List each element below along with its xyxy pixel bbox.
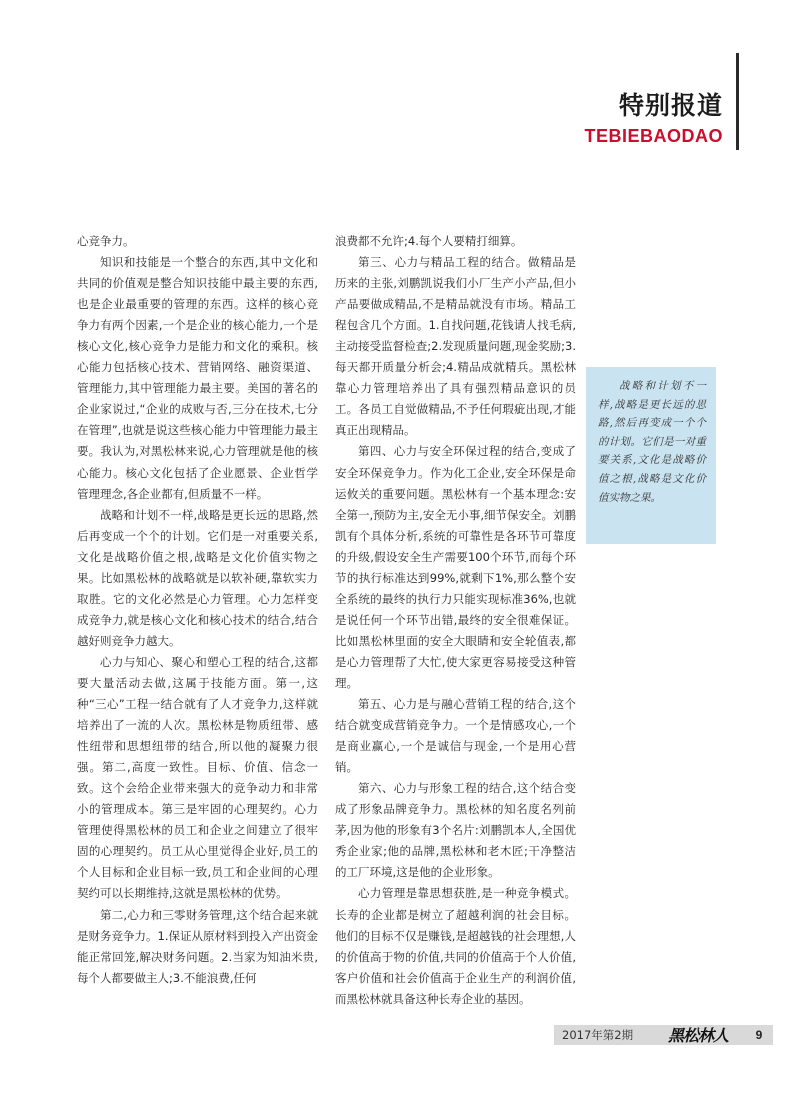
middle-column <box>335 231 576 1010</box>
paragraph: 第五、心力是与融心营销工程的结合,这个结合就变成营销竞争力。一个是情感攻心,一个是商业赢心,一个是诚信与现金,一个是用心营销。 <box>335 697 576 775</box>
section-subtitle: TEBIEBAODAO <box>584 126 723 146</box>
paragraph: 第四、心力与安全环保过程的结合,变成了安全环保竞争力。作为化工企业,安全环保是命运攸关的重要问题。黑松林有一个基本理念:安全第一,预防为主,安全无小事,细节保安全。刘鹏凯有个具体分析,系统的可靠性是各环节可靠度的升级,假设安全生产需要100个环节,而每个环节的执行标准达到99%,就剩下1%,那么整个安全系统的最终的执行力只能实现标准36%,也就是说任何一个环节出错,最终的安全很难保证。比如黑松林里面的安全大眼睛和安全轮值表,都是心力管理帮了大忙,使大家更容易接受这种管理。 <box>335 444 576 690</box>
paragraph: 知识和技能是一个整合的东西,其中文化和共同的价值观是整合知识技能中最主要的东西,也是企业最重要的管理的东西。这样的核心竞争力有两个因素,一个是企业的核心能力,一个是核心文化,核心竞争力是能力和文化的乘积。核心能力包括核心技术、营销网络、融资渠道、管理能力,其中管理能力最主要。美国的著名的企业家说过,“企业的成败与否,三分在技术,七分在管理”,也就是说这些核心能力中管理能力最主要。我认为,对黑松林来说,心力管理就是他的核心能力。核心文化包括了企业愿景、企业哲学管理理念,各企业都有,但质量不一样。 <box>77 255 318 501</box>
paragraph: 第六、心力与形象工程的结合,这个结合变成了形象品牌竞争力。黑松林的知名度名列前茅,因为他的形象有3个名片:刘鹏凯本人,全国优秀企业家;他的品牌,黑松林和老木匠;干净整洁的工厂环境,这是他的企业形象。 <box>335 781 576 880</box>
left-column <box>77 231 318 989</box>
pull-quote: 战略和计划不一样,战略是更长远的思路,然后再变成一个个的计划。它们是一对重要关系,文化是战略价值之根,战略是文化价值实物之果。 <box>586 367 716 544</box>
paragraph: 心竞争力。 <box>77 234 135 248</box>
paragraph: 心力与知心、聚心和塑心工程的结合,这都要大量活动去做,这属于技能方面。第一,这种“三心”工程一结合就有了人才竞争力,这样就培养出了一流的人次。黑松林是物质纽带、感性纽带和思想纽带的结合,所以他的凝聚力很强。第二,高度一致性。目标、价值、信念一致。这个会给企业带来强大的竞争动力和非常小的管理成本。第三是牢固的心理契约。心力管理使得黑松林的员工和企业之间建立了很牢固的心理契约。员工从心里觉得企业好,员工的个人目标和企业目标一致,员工和企业间的心理契约可以长期维持,这就是黑松林的优势。 <box>77 654 318 901</box>
paragraph: 战略和计划不一样,战略是更长远的思路,然后再变成一个个的计划。它们是一对重要关系,文化是战略价值之根,战略是文化价值实物之果。比如黑松林的战略就是以软补硬,靠软实力取胜。它的文化必然是心力管理。心力怎样变成竞争力,就是核心文化和核心技术的结合,结合越好则竞争力越大。 <box>77 507 318 648</box>
magazine-logo: 黑松林人 <box>668 1026 729 1045</box>
page-number: 9 <box>745 1026 773 1044</box>
issue-label: 2017年第2期 <box>562 1028 634 1042</box>
paragraph: 第二,心力和三零财务管理,这个结合起来就是财务竞争力。1.保证从原材料到投入产出资金能正常回笼,解决财务问题。2.当家为知油米贵,每个人都要做主人;3.不能浪费,任何 <box>77 907 318 985</box>
header-rule <box>736 53 739 150</box>
paragraph: 浪费都不允许;4.每个人要精打细算。 <box>335 234 523 248</box>
paragraph: 心力管理是靠思想获胜,是一种竞争模式。长寿的企业都是树立了超越利润的社会目标。他们的目标不仅是赚钱,是超越钱的社会理想,人的价值高于物的价值,共同的价值高于个人价值,客户价值和社会价值高于企业生产的利润价值,而黑松林就具备这种长寿企业的基因。 <box>335 886 576 1006</box>
section-title: 特别报道 <box>618 91 723 120</box>
paragraph: 第三、心力与精品工程的结合。做精品是历来的主张,刘鹏凯说我们小厂生产小产品,但小产品要做成精品,不是精品就没有市场。精品工程包含几个方面。1.自找问题,花钱请人找毛病,主动接受监督检查;2.发现质量问题,现金奖励;3.每天都开质量分析会;4.精品成就精兵。黑松林靠心力管理培养出了具有强烈精品意识的员工。各员工自觉做精品,不予任何瑕疵出现,才能真正出现精品。 <box>335 255 576 438</box>
